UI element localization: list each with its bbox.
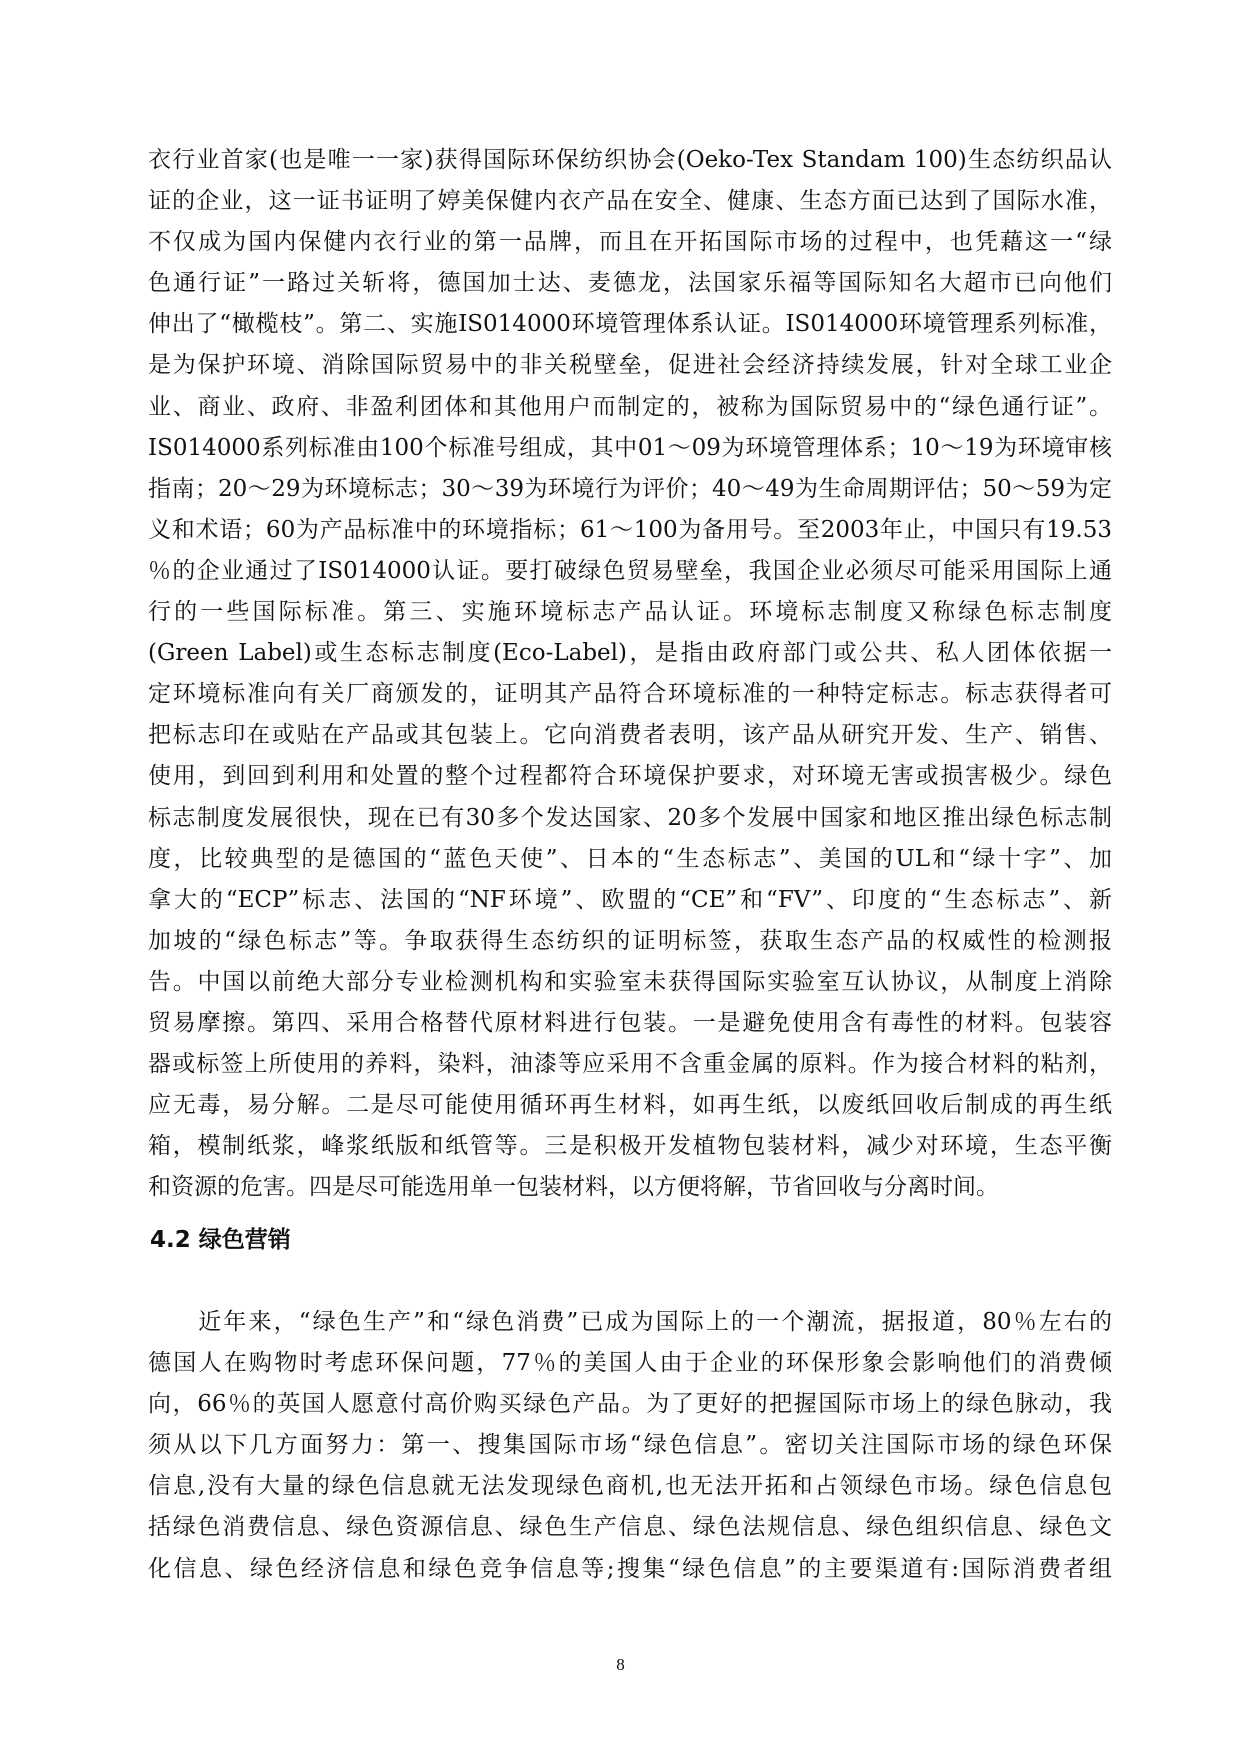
section-paragraph [148,1302,1112,1590]
page-number: 8 [616,1655,625,1674]
text-line: 使用，到回到利用和处置的整个过程都符合环境保护要求，对环境无害或损害极少。绿色 [148,763,1112,790]
body-paragraph [148,140,1112,1208]
text-line: 箱，模制纸浆，峰浆纸版和纸管等。三是积极开发植物包装材料，减少对环境，生态平衡 [148,1133,1112,1160]
text-line: 化信息、绿色经济信息和绿色竞争信息等;搜集“绿色信息”的主要渠道有:国际消费者组 [148,1555,1112,1582]
text-line: 德国人在购物时考虑环保问题，77％的美国人由于企业的环保形象会影响他们的消费倾 [148,1350,1112,1377]
text-line: 和资源的危害。四是尽可能选用单一包装材料，以方便将解，节省回收与分离时间。 [148,1174,999,1201]
text-line: IS014000系列标准由100个标准号组成，其中01～09为环境管理体系；10～19为环境审核 [148,434,1112,461]
text-line: 度，比较典型的是德国的“蓝色天使”、日本的“生态标志”、美国的UL和“绿十字”、加 [148,845,1112,872]
text-line: 近年来，“绿色生产”和“绿色消费”已成为国际上的一个潮流，据报道，80％左右的 [148,1309,1112,1335]
text-line: 器或标签上所使用的养料，染料，油漆等应采用不含重金属的原料。作为接合材料的粘剂， [148,1051,1112,1078]
text-line: 贸易摩擦。第四、采用合格替代原材料进行包装。一是避免使用含有毒性的材料。包装容 [148,1009,1112,1036]
text-line: 是为保护环境、消除国际贸易中的非关税壁垒，促进社会经济持续发展，针对全球工业企 [148,352,1112,379]
text-line: 不仅成为国内保健内衣行业的第一品牌，而且在开拓国际市场的过程中，也凭藉这一“绿 [148,229,1112,256]
text-line: 信息,没有大量的绿色信息就无法发现绿色商机,也无法开拓和占领绿色市场。绿色信息包 [148,1473,1112,1500]
text-line: 伸出了“橄榄枝”。第二、实施IS014000环境管理体系认证。IS014000环境管理系列标准， [148,311,1112,338]
text-line: 须从以下几方面努力：第一、搜集国际市场“绿色信息”。密切关注国际市场的绿色环保 [148,1432,1112,1459]
text-line: 义和术语；60为产品标准中的环境指标；61～100为备用号。至2003年止，中国只有19.53 [148,516,1112,543]
text-line: 业、商业、政府、非盈利团体和其他用户而制定的，被称为国际贸易中的“绿色通行证”。 [148,393,1112,420]
text-line: 证的企业，这一证书证明了婷美保健内衣产品在安全、健康、生态方面已达到了国际水准， [148,188,1112,215]
text-line: 把标志印在或贴在产品或其包装上。它向消费者表明，该产品从研究开发、生产、销售、 [148,722,1112,749]
text-line: 指南；20～29为环境标志；30～39为环境行为评价；40～49为生命周期评估；50～59为定 [148,475,1112,502]
text-line: 加坡的“绿色标志”等。争取获得生态纺织的证明标签，获取生态产品的权威性的检测报 [148,927,1112,954]
text-line: 行的一些国际标准。第三、实施环境标志产品认证。环境标志制度又称绿色标志制度 [148,599,1112,626]
text-line: 标志制度发展很快，现在已有30多个发达国家、20多个发展中国家和地区推出绿色标志制 [148,804,1112,831]
text-line: 应无毒，易分解。二是尽可能使用循环再生材料，如再生纸，以废纸回收后制成的再生纸 [148,1092,1112,1119]
text-line: 拿大的“ECP”标志、法国的“NF环境”、欧盟的“CE”和“FV”、印度的“生态标志”、新 [148,886,1112,913]
text-line: 向，66％的英国人愿意付高价购买绿色产品。为了更好的把握国际市场上的绿色脉动，我 [148,1391,1112,1418]
text-line: 定环境标准向有关厂商颁发的，证明其产品符合环境标准的一种特定标志。标志获得者可 [148,681,1112,708]
text-line: 衣行业首家(也是唯一一家)获得国际环保纺织协会(Oeko-Tex Standam 100)生态纺织品认 [148,147,1112,173]
text-line: 告。中国以前绝大部分专业检测机构和实验室未获得国际实验室互认协议，从制度上消除 [148,968,1112,995]
text-line: ％的企业通过了IS014000认证。要打破绿色贸易壁垒，我国企业必须尽可能采用国际上通 [148,557,1112,584]
text-line: 括绿色消费信息、绿色资源信息、绿色生产信息、绿色法规信息、绿色组织信息、绿色文 [148,1514,1112,1541]
text-line: (Green Label)或生态标志制度(Eco-Label)，是指由政府部门或公共、私人团体依据一 [148,640,1112,667]
section-heading: 4.2 绿色营销 [150,1227,291,1253]
text-line: 色通行证”一路过关斩将，德国加士达、麦德龙，法国家乐福等国际知名大超市已向他们 [148,270,1112,297]
